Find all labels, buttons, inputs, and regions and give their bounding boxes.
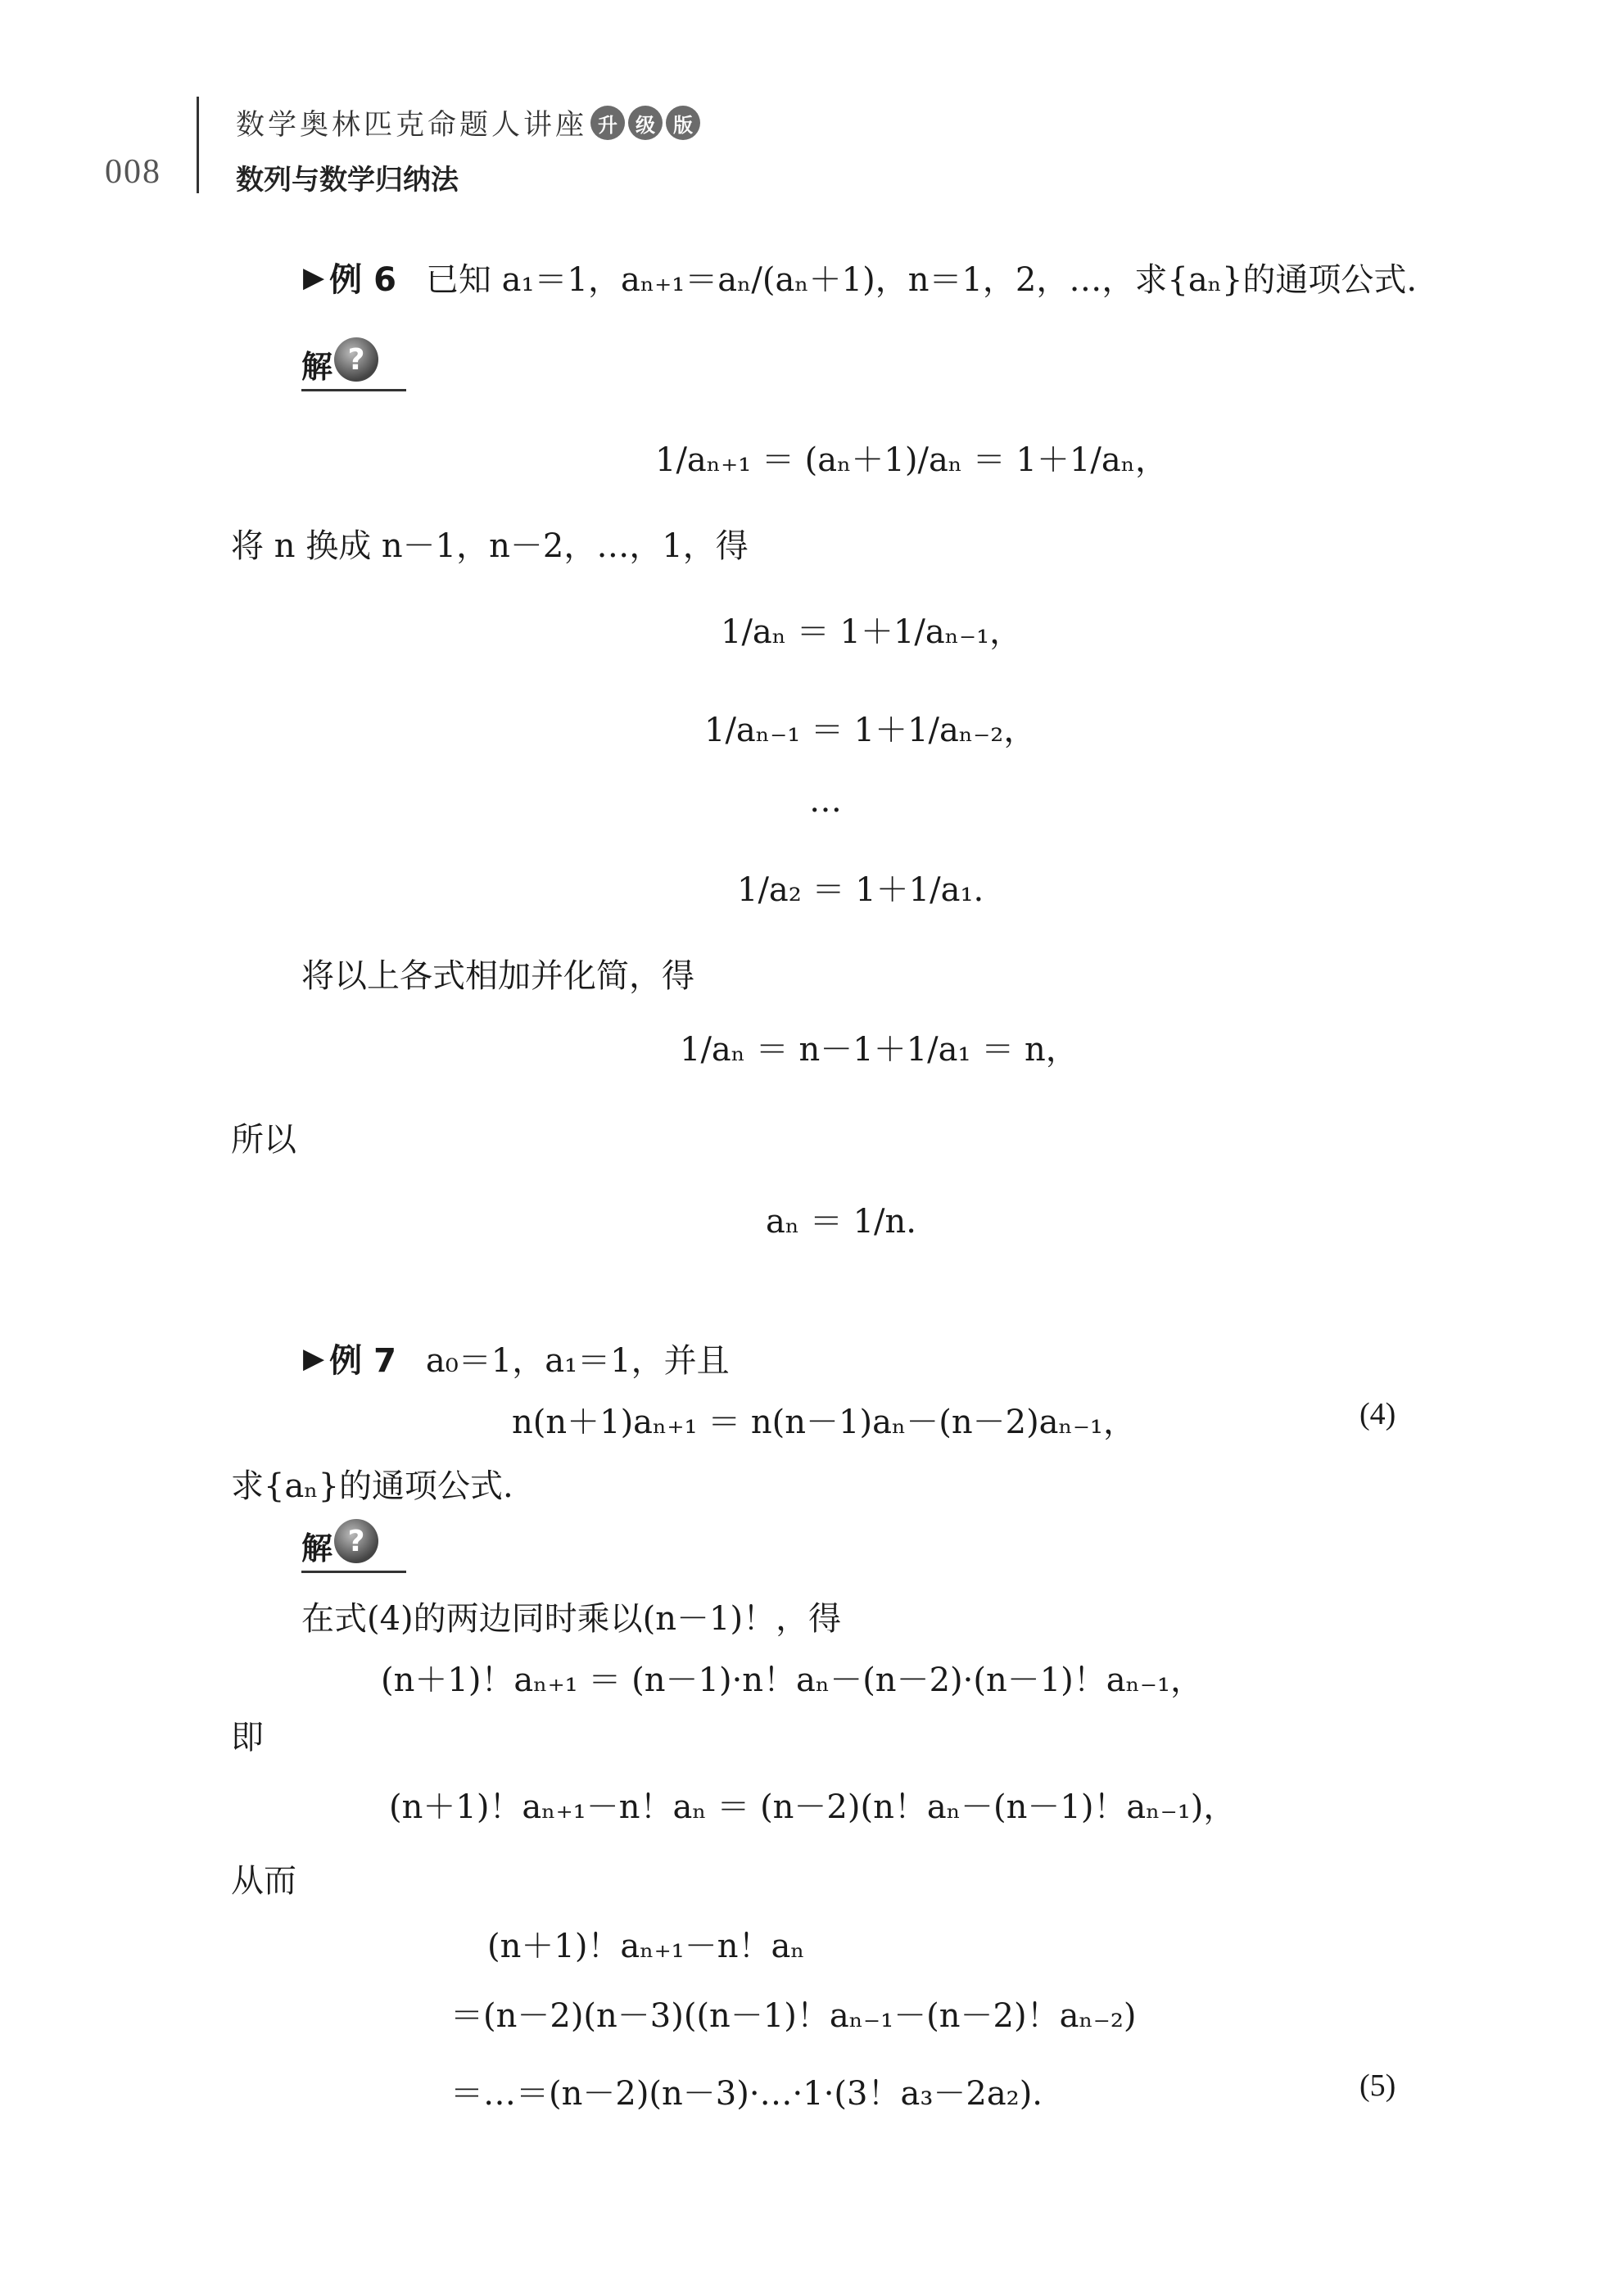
paragraph: 求{aₙ}的通项公式. [231,1467,513,1505]
question-mark-icon: ? [334,1519,378,1563]
solution-heading [301,337,378,387]
page-number: 008 [105,153,161,191]
edition-badge: 级 [628,106,663,140]
series-title [236,102,700,143]
example-7-heading [303,1335,730,1381]
equation: aₙ ＝ 1/n. [766,1203,916,1241]
ellipsis: … [809,782,842,820]
solution-label: 解 [301,349,333,385]
equation: n(n＋1)aₙ₊₁ ＝ n(n－1)aₙ－(n－2)aₙ₋₁， [512,1404,1136,1441]
triangle-marker-icon: ▶ [303,1341,325,1375]
chapter-title: 数列与数学归纳法 [236,164,459,197]
equation-number: (5) [1359,2068,1396,2103]
equation: 1/aₙ₋₁ ＝ 1＋1/aₙ₋₂， [704,712,1037,749]
paragraph: 从而 [231,1862,296,1900]
paragraph: 所以 [231,1121,296,1159]
equation: (n＋1)！aₙ₊₁－n！aₙ ＝ (n－2)(n！aₙ－(n－1)！aₙ₋₁)， [389,1788,1237,1826]
paragraph: 将 n 换成 n－1，n－2，…，1，得 [231,527,749,565]
edition-badge: 升 [590,106,625,140]
example-statement: a₀＝1，a₁＝1，并且 [425,1342,730,1380]
equation: 1/a₂ ＝ 1＋1/a₁. [737,871,984,909]
solution-underline [301,1571,406,1573]
equation: ＝(n－2)(n－3)((n－1)！aₙ₋₁－(n－2)！aₙ₋₂) [450,1997,1137,2035]
paragraph: 在式(4)的两边同时乘以(n－1)！，得 [301,1600,842,1638]
equation: 1/aₙ₊₁ ＝ (aₙ＋1)/aₙ ＝ 1＋1/aₙ， [655,441,1169,479]
equation: ＝…＝(n－2)(n－3)·…·1·(3！a₃－2a₂). [450,2075,1043,2113]
example-statement: 已知 a₁＝1，aₙ₊₁＝aₙ/(aₙ＋1)，n＝1，2，…，求{aₙ}的通项公式. [425,261,1418,299]
equation-number: (4) [1359,1397,1396,1431]
solution-underline [301,389,406,391]
equation: 1/aₙ ＝ 1＋1/aₙ₋₁， [721,613,1023,651]
question-mark-icon: ? [334,337,378,382]
triangle-marker-icon: ▶ [303,260,325,294]
series-title-text: 数学奥林匹克命题人讲座 [236,109,588,142]
example-6-heading [303,254,1417,301]
example-label: 例 7 [329,1342,396,1380]
equation: (n＋1)！aₙ₊₁－n！aₙ [487,1928,805,1965]
example-label: 例 6 [329,261,396,299]
paragraph: 将以上各式相加并化简，得 [301,957,694,995]
solution-label: 解 [301,1530,333,1566]
header-rule [197,97,199,193]
equation: 1/aₙ ＝ n－1＋1/a₁ ＝ n， [680,1031,1079,1069]
equation: (n＋1)！aₙ₊₁ ＝ (n－1)·n！aₙ－(n－2)·(n－1)！aₙ₋₁， [381,1661,1204,1699]
paragraph: 即 [231,1719,264,1756]
edition-badge: 版 [666,106,700,140]
solution-heading [301,1519,378,1568]
